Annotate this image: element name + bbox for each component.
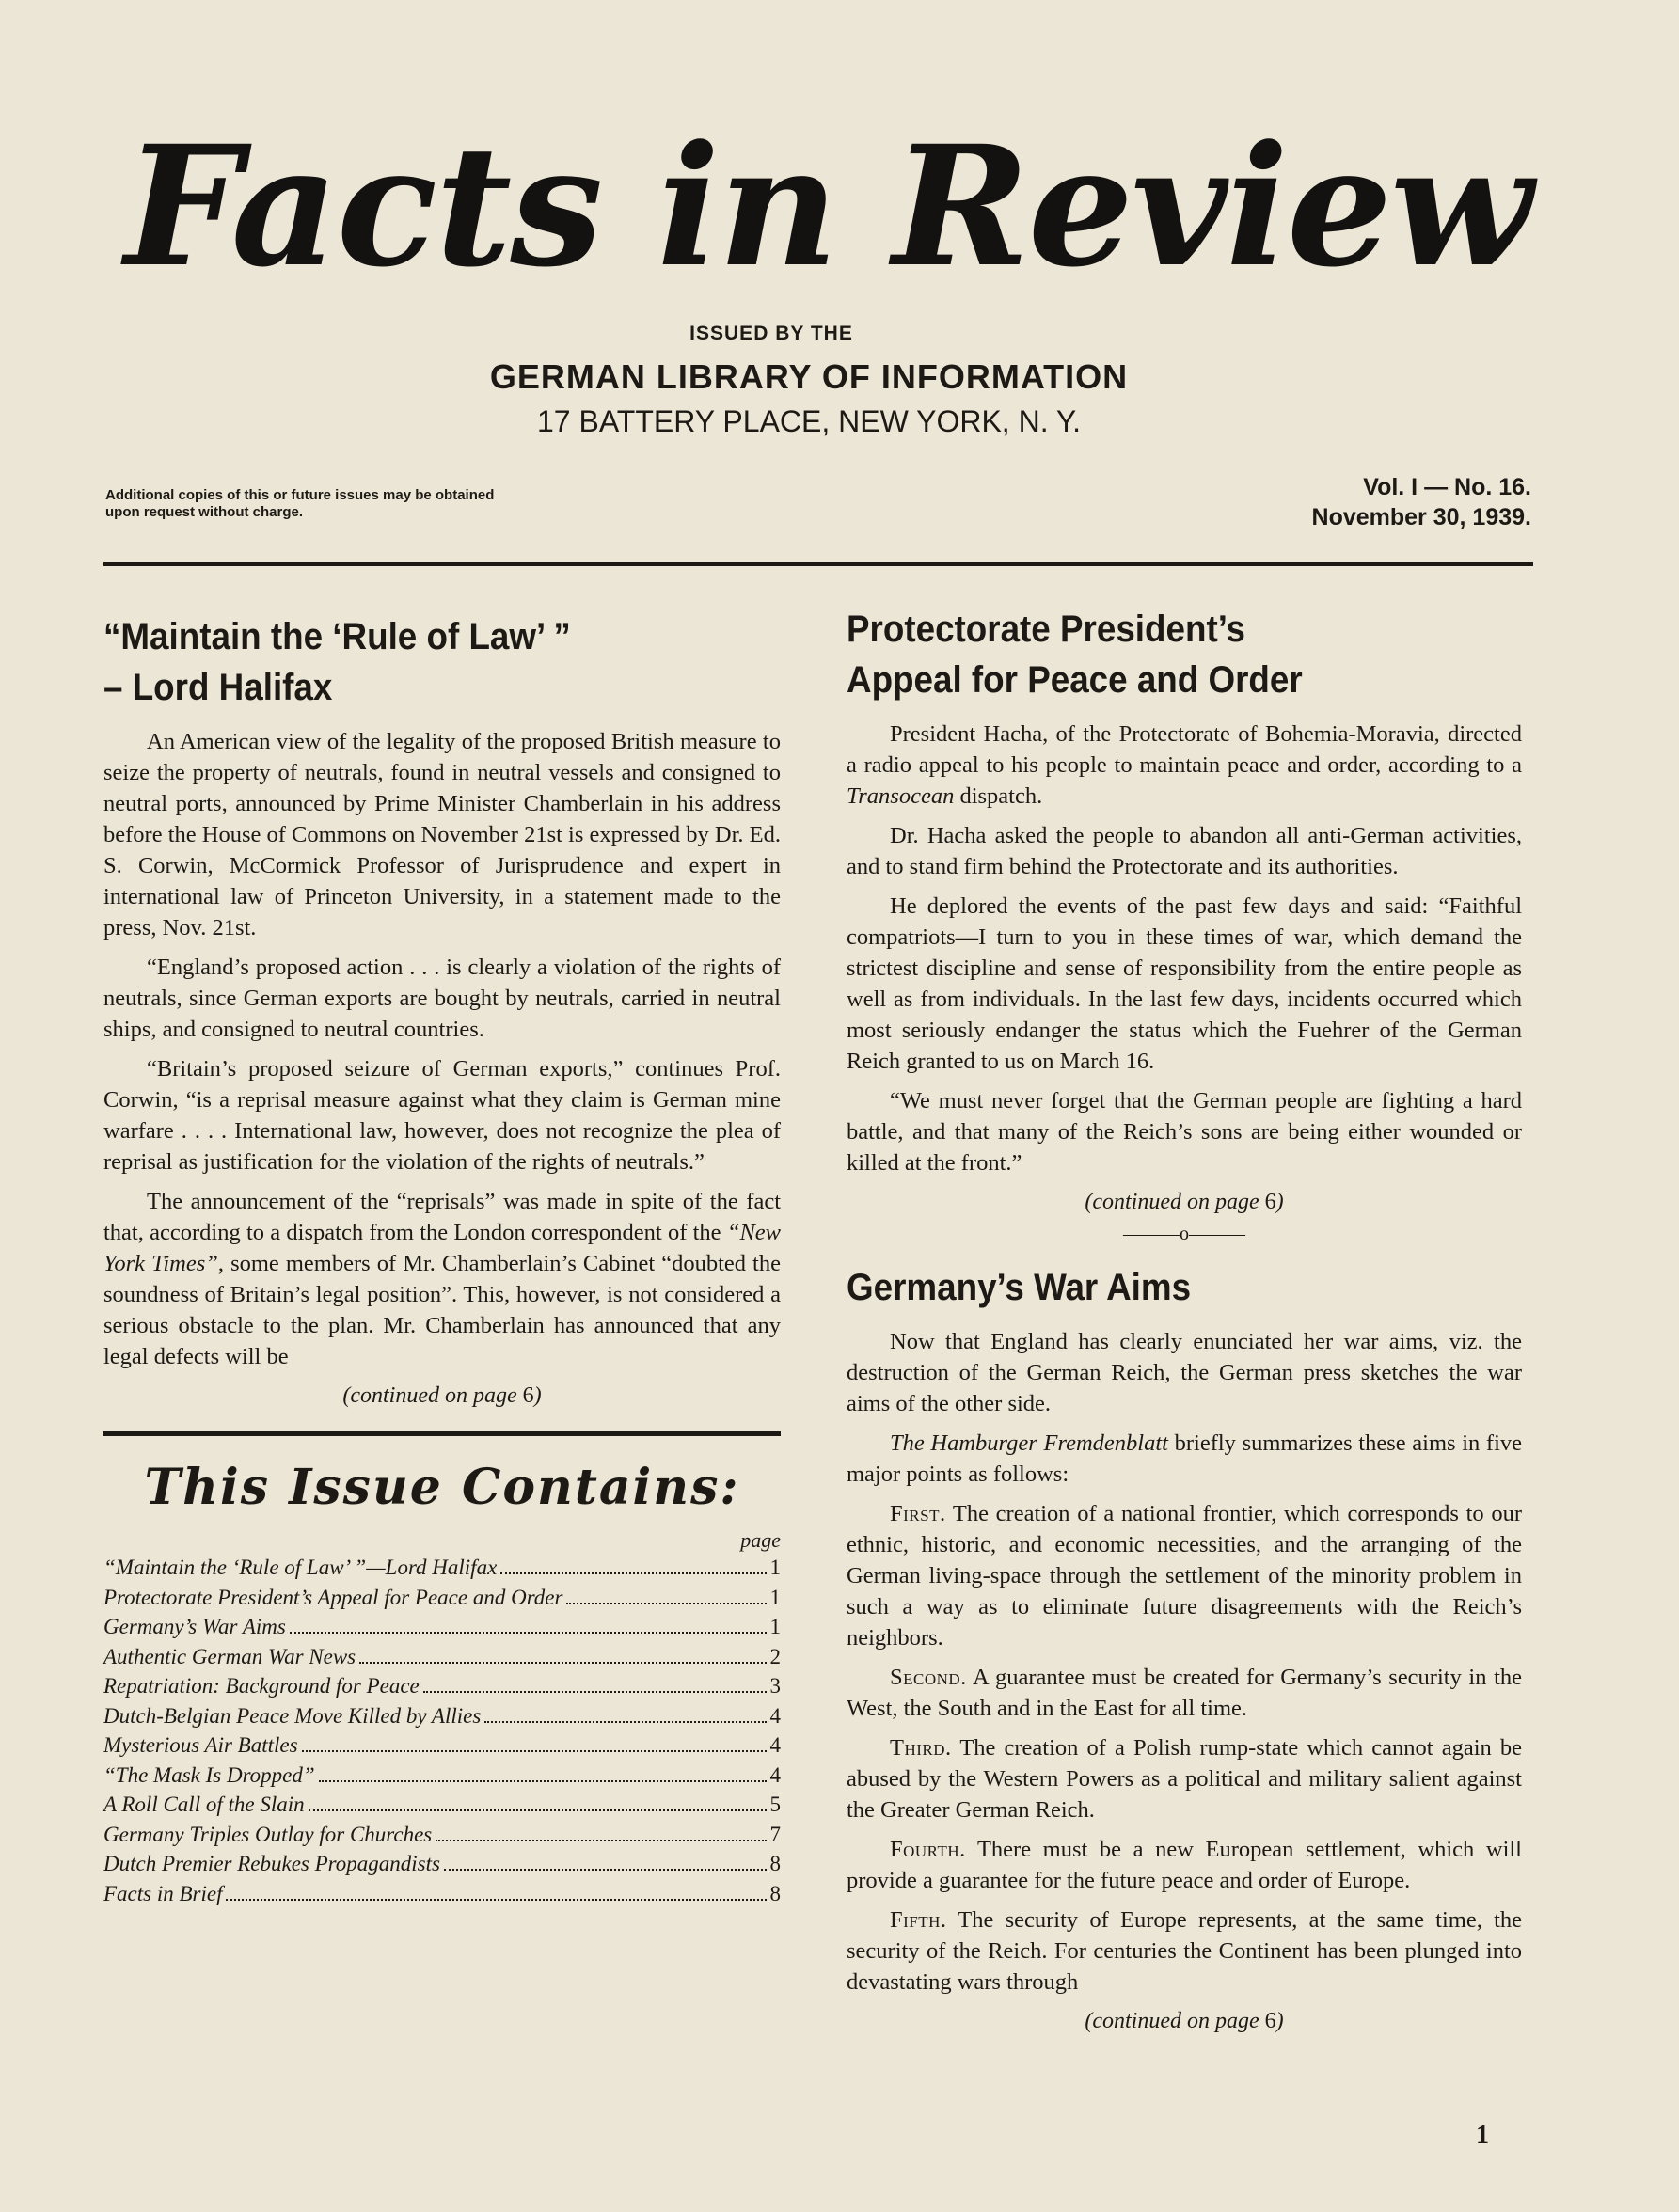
contents-item-title: Protectorate President’s Appeal for Peace and Order [103, 1585, 563, 1609]
contents-list [103, 1553, 781, 1908]
headline-line: “Maintain the ‘Rule of Law’ ” [103, 616, 571, 657]
article-paragraph [847, 1904, 1522, 1998]
contents-item [103, 1820, 781, 1850]
issued-by-label: ISSUED BY THE [689, 323, 853, 344]
contents-item [103, 1849, 781, 1879]
contents-item-title: “Maintain the ‘Rule of Law’ ”—Lord Halifax [103, 1556, 498, 1579]
headline-line: Appeal for Peace and Order [847, 659, 1303, 701]
continued-text: continued on page [1092, 2009, 1259, 2033]
text-run: The security of Europe represents, at the same time, the security of the Reich. For centuries the Continent has been plunged into devastating wars through [847, 1907, 1522, 1995]
contents-rule [103, 1431, 781, 1436]
contents-item-page: 4 [769, 1762, 781, 1787]
article-paragraph [847, 1834, 1522, 1896]
continued-text: continued on page [350, 1383, 517, 1408]
article-paragraph [847, 1732, 1522, 1825]
contents-item-title: Facts in Brief [103, 1881, 223, 1905]
contents-item-page: 4 [769, 1733, 781, 1757]
contents-item [103, 1583, 781, 1613]
article-paragraph [847, 1428, 1522, 1490]
point-label: Second. [890, 1665, 967, 1690]
dot-leader [226, 1899, 766, 1901]
contents-item [103, 1642, 781, 1672]
contents-item-title: Dutch-Belgian Peace Move Killed by Allies [103, 1703, 482, 1728]
headline-line: Germany’s War Aims [847, 1267, 1192, 1308]
contents-title: This Issue Contains: [144, 1459, 740, 1516]
contents-item [103, 1612, 781, 1642]
contents-item-page: 2 [769, 1644, 781, 1668]
contents-item-title: Dutch Premier Rebukes Propagandists [103, 1852, 440, 1875]
dot-leader [319, 1780, 767, 1782]
text-run: , some members of Mr. Chamberlain’s Cabinet “doubted the soundness of Britain’s legal position”. This, however, is not considered a serious obstacle to the plan. Mr. Chamberlain has announced that any legal defects will be [103, 1251, 781, 1369]
contents-item [103, 1671, 781, 1701]
article-halifax-headline [103, 611, 726, 713]
contents-item [103, 1790, 781, 1820]
contents-item-page: 8 [769, 1852, 781, 1875]
contents-item-title: A Roll Call of the Slain [103, 1793, 305, 1816]
text-run: President Hacha, of the Protectorate of Bohemia-Moravia, directed a radio appeal to his people to maintain peace and order, according to a [847, 721, 1522, 778]
dot-leader [436, 1840, 766, 1841]
article-protectorate-headline [847, 604, 1468, 705]
continued-text: continued on page [1092, 1190, 1259, 1214]
contents-item [103, 1761, 781, 1791]
article-paragraph [847, 1662, 1522, 1724]
dot-leader [359, 1662, 766, 1664]
masthead-rule [103, 562, 1533, 566]
article-paragraph [847, 1498, 1522, 1653]
contents-item [103, 1879, 781, 1909]
text-run: The creation of a national frontier, which corresponds to our ethnic, historic, and economic necessities, and the arranging of the German living-space through the settlement of the minority problem in such a way as to eliminate future disagreements with the Reich’s neighbors. [847, 1501, 1522, 1651]
italic-text: The Hamburger Fremdenblatt [890, 1430, 1168, 1456]
contents-item-page: 4 [769, 1703, 781, 1728]
dot-leader [290, 1632, 767, 1634]
dot-leader [484, 1721, 766, 1723]
contents-item-title: Mysterious Air Battles [103, 1733, 298, 1757]
contents-item-page: 5 [769, 1793, 781, 1816]
masthead-title: Facts in Review [124, 109, 1531, 304]
continued-page: 6 [1264, 2009, 1276, 2033]
italic-text: “New York Times” [103, 1220, 781, 1276]
dot-leader [309, 1809, 767, 1811]
headline-line: – Lord Halifax [103, 667, 333, 708]
contents-item-page: 3 [769, 1674, 781, 1698]
right-column [847, 592, 1522, 2044]
contents-item-page: 1 [769, 1585, 781, 1609]
contents-item-title: Germany’s War Aims [103, 1615, 286, 1638]
continued-page: 6 [1264, 1190, 1276, 1214]
publisher-address: 17 BATTERY PLACE, NEW YORK, N. Y. [537, 404, 1081, 438]
contents-item [103, 1553, 781, 1583]
issue-number: Vol. I — No. 16. [1363, 474, 1531, 500]
continued-note: (continued on page 6) [1085, 1190, 1284, 1214]
point-label: Fourth. [890, 1837, 966, 1862]
point-label: Fifth. [890, 1907, 947, 1933]
issue-date: November 30, 1939. [1311, 504, 1531, 530]
contents-item-title: Authentic German War News [103, 1644, 356, 1668]
headline-line: Protectorate President’s [847, 608, 1246, 650]
continued-note: (continued on page 6) [342, 1383, 542, 1408]
article-paragraph: “England’s proposed action . . . is clearly a violation of the rights of neutrals, since German exports are bought by neutrals, carried in neutral ships, and consigned to neutral countries. [103, 955, 781, 1042]
contents-item-title: Repatriation: Background for Peace [103, 1674, 420, 1698]
article-paragraph: An American view of the legality of the proposed British measure to seize the property of neutrals, found in neutral vessels and consigned to neutral ports, announced by Prime Minister Chamberlain in his address before the House of Commons on November 21st is expressed by Dr. Ed. S. Corwin, McCormick Professor of Jurisprudence and expert in international law of Princeton University, in a statement made to the press, Nov. 21st. [103, 729, 781, 940]
contents-item-page: 8 [769, 1881, 781, 1905]
article-paragraph [103, 1186, 781, 1372]
publisher-name: GERMAN LIBRARY OF INFORMATION [489, 357, 1129, 396]
text-run: dispatch. [954, 783, 1043, 809]
point-label: First. [890, 1501, 946, 1526]
contents-item-title: Germany Triples Outlay for Churches [103, 1822, 433, 1846]
article-war-aims-headline [847, 1262, 1468, 1313]
contents-item-title: “The Mask Is Dropped” [103, 1762, 315, 1787]
section-divider: ———o——— [1123, 1224, 1245, 1244]
continued-note: (continued on page 6) [1085, 2009, 1284, 2033]
contents-item-page: 1 [769, 1556, 781, 1579]
left-column [103, 592, 781, 1908]
contents-item-page: 7 [769, 1822, 781, 1846]
dot-leader [302, 1750, 767, 1752]
copies-note: Additional copies of this or future issues may be obtained upon request without charge. [105, 487, 495, 520]
article-paragraph [847, 719, 1522, 812]
text-run: briefly summarizes these aims in five major points as follows: [847, 1430, 1522, 1487]
text-run: There must be a new European settlement, which will provide a guarantee for the future peace and order of Europe. [847, 1837, 1522, 1893]
contents-page-label: page [740, 1528, 781, 1552]
article-paragraph: “Britain’s proposed seizure of German exports,” continues Prof. Corwin, “is a reprisal measure against what they claim is German mine warfare . . . . International law, however, does not recognize the plea of reprisal as justification for the violation of the rights of neutrals.” [103, 1056, 781, 1175]
contents-item [103, 1730, 781, 1761]
dot-leader [500, 1572, 766, 1574]
text-run: The creation of a Polish rump-state which cannot again be abused by the Western Powers as a political and military salient against the Greater German Reich. [847, 1735, 1522, 1823]
article-paragraph: Now that England has clearly enunciated her war aims, viz. the destruction of the German Reich, the German press sketches the war aims of the other side. [847, 1329, 1522, 1416]
page-number: 1 [1476, 2121, 1489, 2150]
text-run: A guarantee must be created for Germany’s security in the West, the South and in the East for all time. [847, 1665, 1522, 1721]
article-paragraph: “We must never forget that the German people are fighting a hard battle, and that many of the Reich’s sons are being either wounded or killed at the front.” [847, 1088, 1522, 1176]
dot-leader [566, 1603, 766, 1604]
article-paragraph: Dr. Hacha asked the people to abandon all anti-German activities, and to stand firm behind the Protectorate and its authorities. [847, 823, 1522, 879]
continued-page: 6 [522, 1383, 534, 1408]
italic-text: Transocean [847, 783, 955, 809]
article-paragraph: He deplored the events of the past few days and said: “Faithful compatriots—I turn to you in these times of war, which demand the strictest discipline and sense of responsibility from the entire people as well as from individuals. In the last few days, incidents occurred which most seriously endanger the status which the Fuehrer of the German Reich granted to us on March 16. [847, 893, 1522, 1074]
dot-leader [444, 1869, 767, 1871]
contents-item [103, 1701, 781, 1731]
dot-leader [423, 1691, 767, 1693]
point-label: Third. [890, 1735, 952, 1761]
text-run: The announcement of the “reprisals” was made in spite of the fact that, according to a dispatch from the London correspondent of the [103, 1189, 781, 1245]
contents-item-page: 1 [769, 1615, 781, 1638]
